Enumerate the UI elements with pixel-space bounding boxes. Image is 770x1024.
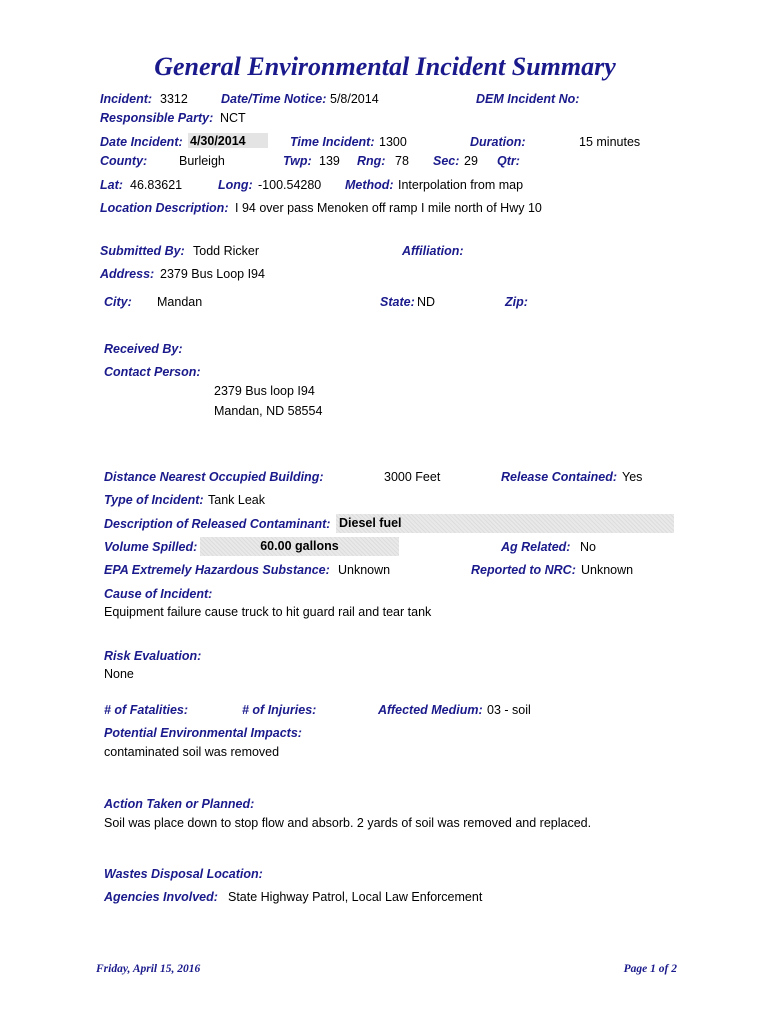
long-label: Long: xyxy=(218,178,253,192)
cause-value: Equipment failure cause truck to hit guard rail and tear tank xyxy=(104,605,432,619)
long-value: -100.54280 xyxy=(258,178,322,192)
sec-label: Sec: xyxy=(433,154,460,168)
agencies-label: Agencies Involved: xyxy=(104,890,218,904)
date-incident-value: 4/30/2014 xyxy=(188,133,268,148)
medium-label: Affected Medium: xyxy=(378,703,483,717)
duration-value: 15 minutes xyxy=(579,135,641,149)
lat-value: 46.83621 xyxy=(130,178,183,192)
rng-label: Rng: xyxy=(357,154,386,168)
qtr-label: Qtr: xyxy=(497,154,520,168)
time-incident-value: 1300 xyxy=(379,135,407,149)
contact-address-line2: Mandan, ND 58554 xyxy=(214,404,323,418)
address-value: 2379 Bus Loop I94 xyxy=(160,267,265,281)
lat-label: Lat: xyxy=(100,178,123,192)
dem-label: DEM Incident No: xyxy=(476,92,580,106)
notice-value: 5/8/2014 xyxy=(330,92,379,106)
city-label: City: xyxy=(104,295,132,309)
footer-page-number: Page 1 of 2 xyxy=(623,963,677,975)
distance-value: 3000 Feet xyxy=(384,470,441,484)
county-value: Burleigh xyxy=(179,154,225,168)
nrc-value: Unknown xyxy=(581,563,634,577)
method-label: Method: xyxy=(345,178,394,192)
distance-label: Distance Nearest Occupied Building: xyxy=(104,470,324,484)
county-label: County: xyxy=(100,154,148,168)
medium-value: 03 - soil xyxy=(487,703,531,717)
nrc-label: Reported to NRC: xyxy=(471,563,576,577)
submitted-value: Todd Ricker xyxy=(193,244,259,258)
location-label: Location Description: xyxy=(100,201,229,215)
footer-date: Friday, April 15, 2016 xyxy=(96,963,201,975)
action-value: Soil was place down to stop flow and absorb. 2 yards of soil was removed and replaced. xyxy=(104,816,592,830)
contact-label: Contact Person: xyxy=(104,365,201,379)
page-title: General Environmental Incident Summary xyxy=(154,52,616,81)
volume-label: Volume Spilled: xyxy=(104,540,198,554)
epa-value: Unknown xyxy=(338,563,391,577)
time-incident-label: Time Incident: xyxy=(290,135,375,149)
party-label: Responsible Party: xyxy=(100,111,214,125)
submitted-label: Submitted By: xyxy=(100,244,185,258)
method-value: Interpolation from map xyxy=(398,178,524,192)
city-value: Mandan xyxy=(157,295,203,309)
cause-label: Cause of Incident: xyxy=(104,587,213,601)
contained-label: Release Contained: xyxy=(501,470,618,484)
impacts-value: contaminated soil was removed xyxy=(104,745,280,759)
twp-value: 139 xyxy=(319,154,340,168)
type-value: Tank Leak xyxy=(208,493,265,507)
volume-value: 60.00 gallons xyxy=(200,537,399,556)
incident-value: 3312 xyxy=(160,92,188,106)
location-value: I 94 over pass Menoken off ramp I mile north of Hwy 10 xyxy=(235,201,542,215)
contained-value: Yes xyxy=(622,470,643,484)
ag-value: No xyxy=(580,540,596,554)
address-label: Address: xyxy=(100,267,155,281)
injuries-label: # of Injuries: xyxy=(242,703,317,717)
epa-label: EPA Extremely Hazardous Substance: xyxy=(104,563,330,577)
wastes-label: Wastes Disposal Location: xyxy=(104,867,263,881)
party-value: NCT xyxy=(220,111,246,125)
zip-label: Zip: xyxy=(505,295,528,309)
rng-value: 78 xyxy=(395,154,409,168)
twp-label: Twp: xyxy=(283,154,312,168)
risk-label: Risk Evaluation: xyxy=(104,649,202,663)
affiliation-label: Affiliation: xyxy=(402,244,464,258)
impacts-label: Potential Environmental Impacts: xyxy=(104,726,302,740)
action-label: Action Taken or Planned: xyxy=(104,797,255,811)
sec-value: 29 xyxy=(464,154,478,168)
date-incident-label: Date Incident: xyxy=(100,135,183,149)
received-label: Received By: xyxy=(104,342,183,356)
incident-label: Incident: xyxy=(100,92,153,106)
fatalities-label: # of Fatalities: xyxy=(104,703,189,717)
agencies-value: State Highway Patrol, Local Law Enforcement xyxy=(228,890,483,904)
notice-label: Date/Time Notice: xyxy=(221,92,327,106)
state-label: State: xyxy=(380,295,415,309)
risk-value: None xyxy=(104,667,134,681)
type-label: Type of Incident: xyxy=(104,493,204,507)
ag-label: Ag Related: xyxy=(501,540,571,554)
contaminant-value: Diesel fuel xyxy=(336,514,674,533)
duration-label: Duration: xyxy=(470,135,526,149)
contaminant-label: Description of Released Contaminant: xyxy=(104,517,331,531)
state-value: ND xyxy=(417,295,436,309)
contact-address-line1: 2379 Bus loop I94 xyxy=(214,384,315,398)
